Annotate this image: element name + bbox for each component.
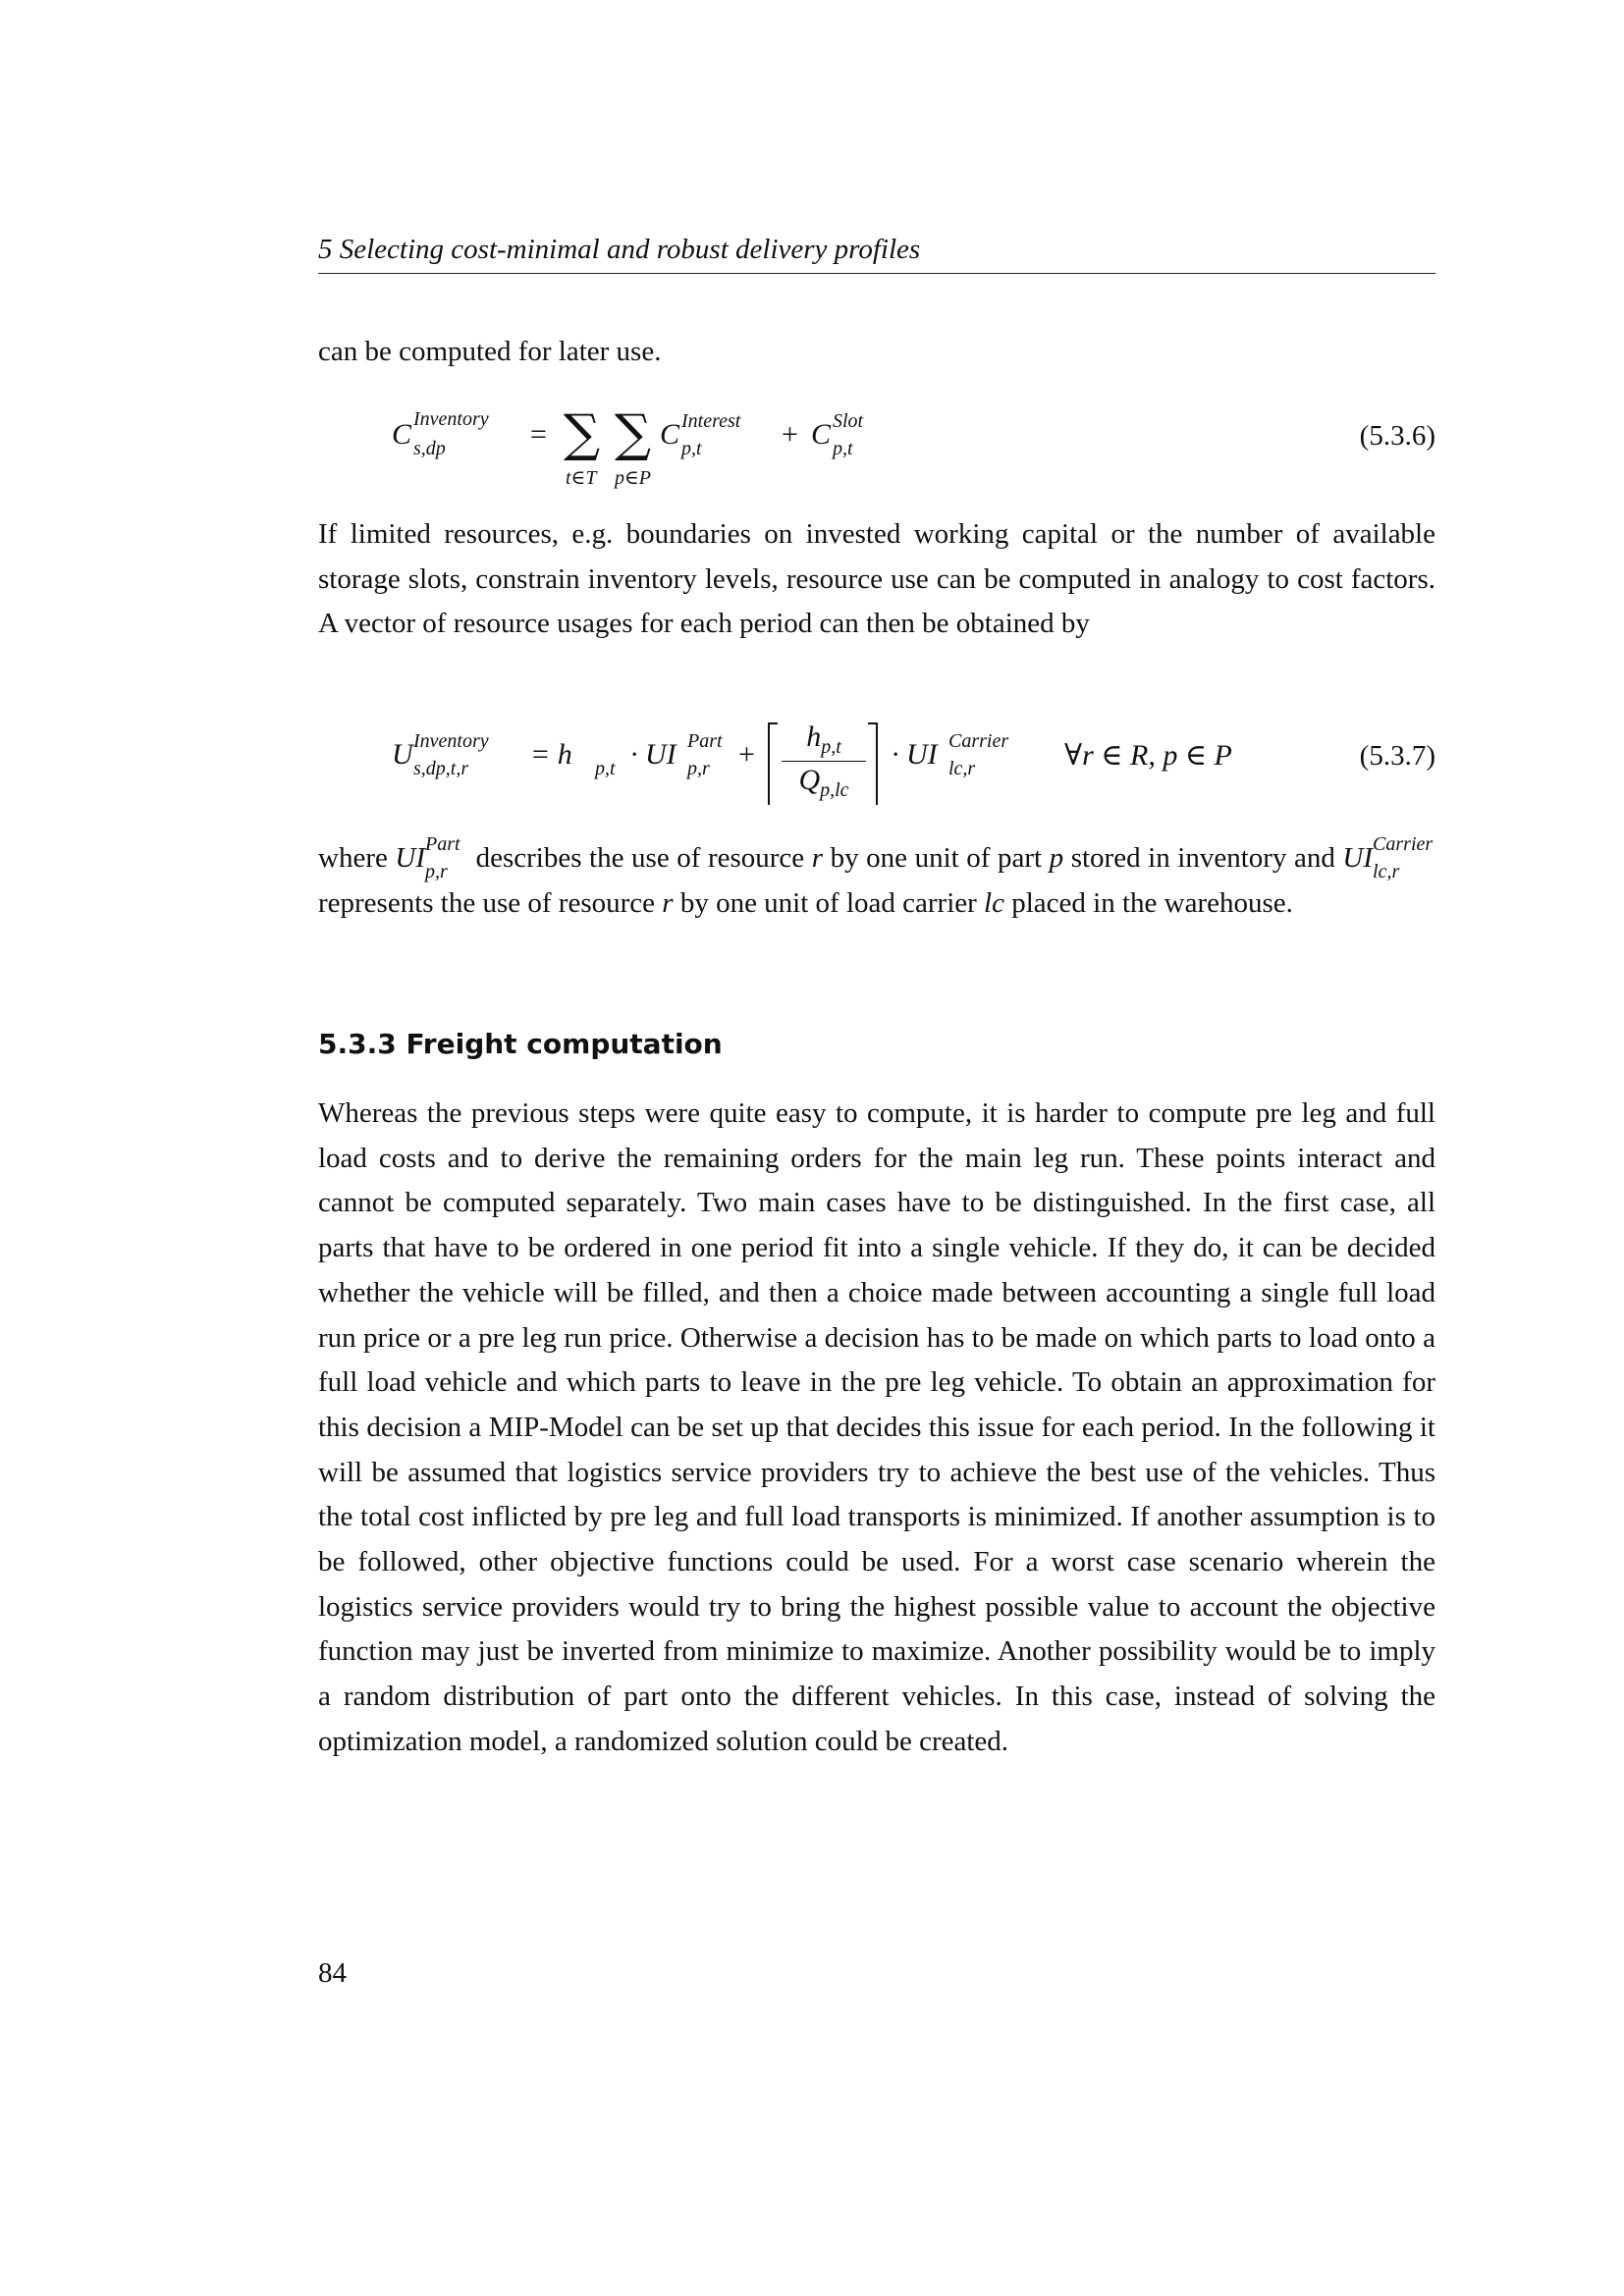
paragraph-resources: If limited resources, e.g. boundaries on invested working capital or the number of available storage slots, constrain inventory levels, resource use can be computed in analogy to cost factors. A vector of resource usages for each period can then be obtained by: [318, 518, 1435, 640]
page-number: 84: [318, 1957, 347, 1989]
eq1-term1-sub: p,t: [681, 438, 702, 459]
eq1-lhs-sup: Inventory: [413, 408, 489, 430]
ui-part-symbol: UI Part p,r: [395, 833, 460, 882]
equation-number-5-3-7: (5.3.7): [1359, 740, 1435, 772]
eq1-term2-sup: Slot: [833, 410, 864, 432]
eq1-term1-sup: Interest: [681, 410, 741, 432]
running-head: 5 Selecting cost-minimal and robust delivery profiles: [318, 232, 1435, 274]
eq1-term1-base: C: [660, 418, 680, 451]
eq1-sum2-limit: p∈P: [615, 467, 652, 489]
eq2-ui1-sup: Part: [687, 730, 723, 752]
eq2-dot1: · UI: [630, 738, 677, 771]
equation-number-5-3-6: (5.3.6): [1359, 420, 1435, 452]
eq2-ui1-sub: p,r: [687, 758, 710, 779]
equation-5-3-7: [318, 713, 1435, 830]
paragraph-intro: can be computed for later use.: [318, 336, 662, 367]
sum-symbol-1: ∑: [564, 404, 601, 463]
eq2-plus: +: [738, 738, 755, 771]
eq1-plus: +: [782, 418, 798, 451]
eq1-sum1-limit: t∈T: [566, 467, 597, 489]
sum-symbol-2: ∑: [615, 404, 652, 463]
eq1-equals: =: [530, 418, 547, 451]
eq2-fraction: [782, 721, 866, 802]
paragraph-freight: Whereas the previous steps were quite easy to compute, it is harder to compute pre leg and full load costs and to derive the remaining orders for the main leg run. These points interact and cannot be computed separately. Two main cases have to be distinguished. In the first case, all parts that have to be ordered in one period fit into a single vehicle. If they do, it can be decided whether the vehicle will be filled, and then a choice made between accounting a single full load run price or a pre leg run price. Otherwise a decision has to be made on which parts to load onto a full load vehicle and which parts to leave in the pre leg vehicle. To obtain an approximation for this decision a MIP-Model can be set up that decides this issue for each period. In the following it will be assumed that logistics service providers try to achieve the best use of the vehicles. Thus the total cost inflicted by pre leg and full load transports is minimized. If another assumption is to be followed, other objective functions could be used. For a worst case scenario wherein the logistics service providers would try to bring the highest possible value to account the objective function may just be inverted from minimize to maximize. Another possibility would be to imply a random distribution of part onto the different vehicles. In this case, instead of solving the optimization model, a randomized solution could be created.: [318, 1097, 1435, 1757]
eq2-ui2-sub: lc,r: [948, 758, 976, 779]
eq1-term2-base: C: [811, 418, 832, 451]
eq2-lhs-sub: s,dp,t,r: [413, 758, 469, 779]
ui-carrier-symbol: UI Carrier lc,r: [1342, 833, 1434, 882]
ceil-left-bracket: [768, 722, 778, 805]
eq2-dot2: · UI: [892, 738, 938, 771]
eq2-lhs-sup: Inventory: [413, 730, 489, 752]
ceil-right-bracket: [868, 722, 878, 805]
eq2-frac-num: $h_{p,t}$: [806, 721, 841, 758]
equation-5-3-6: [318, 402, 1435, 520]
eq2-rhs-a: = h: [530, 738, 572, 771]
fraction-bar: [782, 761, 866, 762]
eq2-lhs-base: U: [392, 738, 413, 771]
paragraph-where: where UI Part p,r describes the use of resource r by one unit of part p stored in inventory and UI Carrier lc,r represents the use of resource r by one unit of load carrier lc placed in the warehouse.: [318, 833, 1434, 919]
eq2-quantifier: ∀r ∈ R, p ∈ P: [1064, 739, 1232, 772]
eq2-frac-den: $Q_{p,lc}$: [798, 764, 849, 801]
section-heading: 5.3.3 Freight computation: [318, 1028, 723, 1060]
eq1-term2-sub: p,t: [833, 438, 853, 459]
eq2-rhs-a-sub: p,t: [595, 758, 616, 779]
eq1-lhs-sub: s,dp: [413, 438, 446, 459]
eq2-ui2-sup: Carrier: [948, 730, 1009, 752]
eq1-lhs-base: C: [392, 418, 412, 451]
page: [318, 0, 1435, 2296]
